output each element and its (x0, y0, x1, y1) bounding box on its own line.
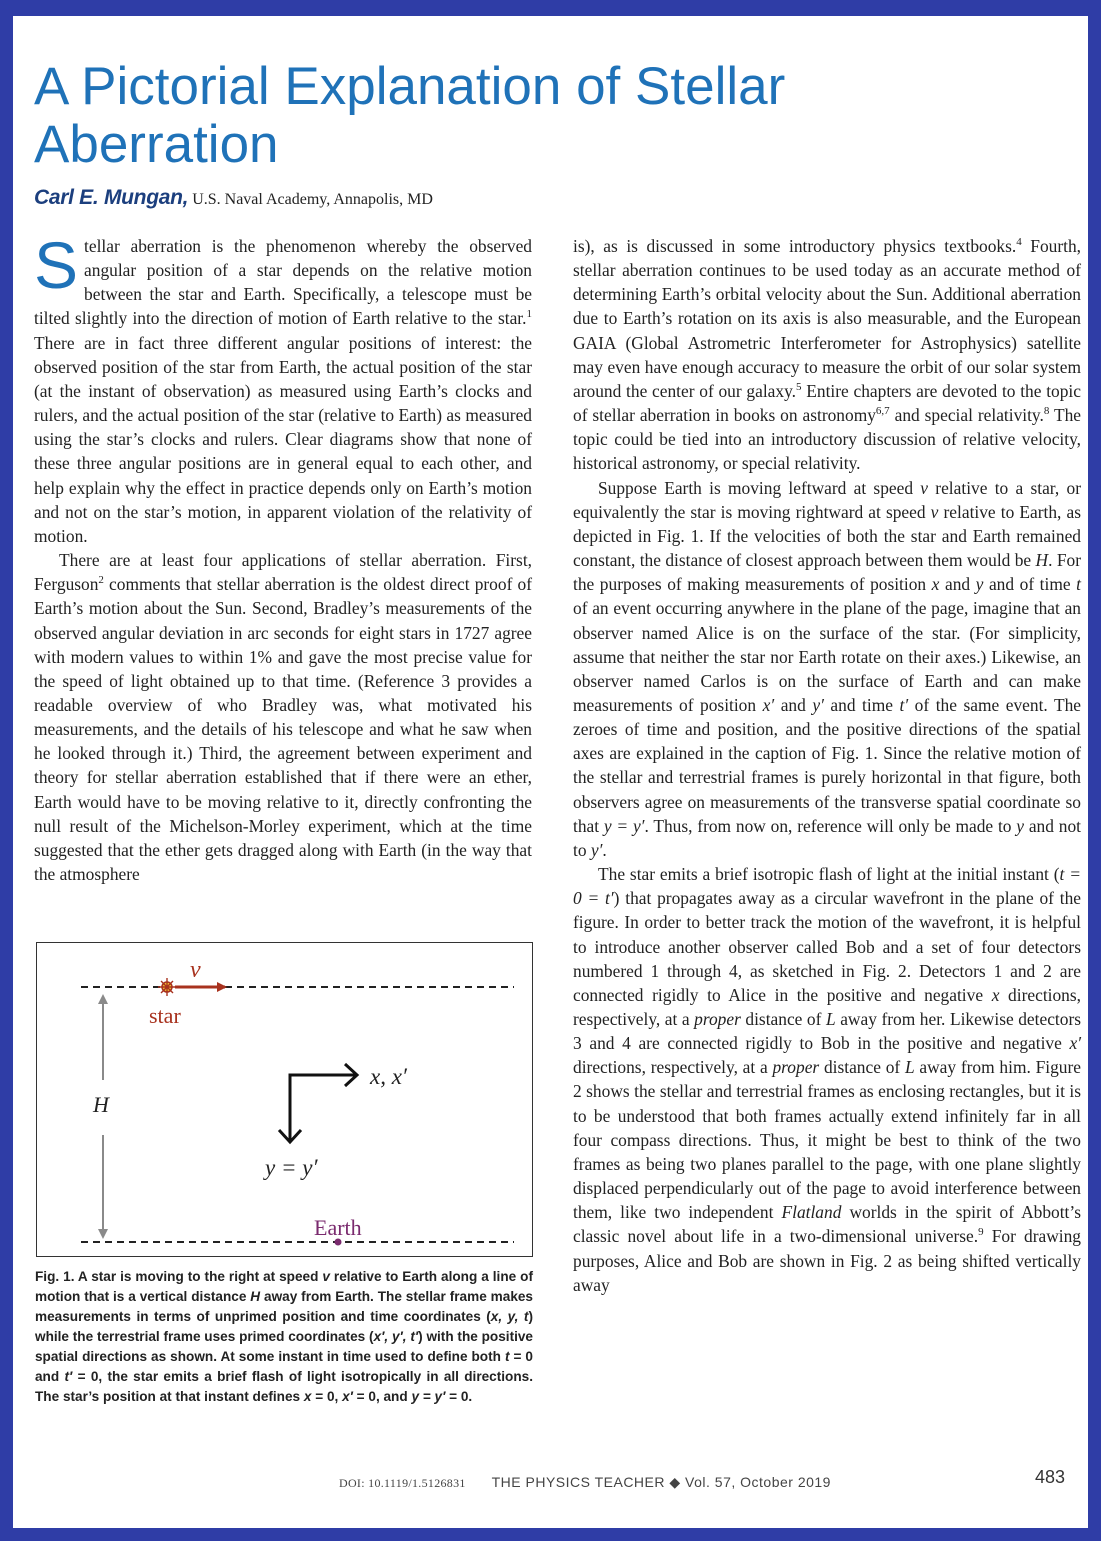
text-run: y (1016, 815, 1025, 836)
text-run: of an event occurring anywhere in the plane of the page, imagine that an observer named Alice is on the surface of the star. (For simplicity, assume that neither the star nor Earth rotate on their axes.) Likewise, an observer named Carlos is on the surface of Earth and can make measurements of position (573, 598, 1081, 715)
paragraph (573, 476, 1081, 863)
text-run: L (825, 1009, 836, 1029)
text-run: proper (772, 1057, 820, 1078)
text-run: away from her. Likewise detectors 3 and 4 are connected rigidly to Bob in the positive and negative (573, 1009, 1082, 1054)
text-run: H (250, 1289, 261, 1304)
drop-cap: S (34, 228, 79, 302)
text-run: x (991, 984, 1000, 1005)
paragraph (34, 228, 532, 548)
x-axis-label: x, x′ (370, 1064, 407, 1089)
reference-marker: 9 (978, 1226, 984, 1239)
figure-1 (36, 942, 533, 1257)
text-run: x (931, 574, 940, 595)
doi: DOI: 10.1119/1.5126831 (339, 1476, 466, 1490)
text-run: distance of (740, 1009, 826, 1029)
text-run: x′ (342, 1389, 353, 1404)
text-run: x′ (1069, 1033, 1081, 1054)
y-axis-label: y = y′ (265, 1155, 318, 1180)
text-run: For drawing purposes, Alice and Bob are shown in Fig. 2 as being shifted vertically away (573, 1226, 1081, 1295)
text-run: y′ (590, 839, 603, 860)
text-run: directions, respectively, at a (573, 1057, 773, 1078)
text-run: y = y′ (411, 1389, 446, 1404)
text-run: H (1035, 550, 1049, 571)
paragraph (573, 234, 1081, 476)
star-icon (158, 978, 176, 996)
paragraph (573, 862, 1081, 1297)
text-run: and (774, 694, 813, 715)
text-run: v (920, 477, 929, 498)
right-column (573, 234, 1081, 1297)
text-run: Entire chapters are devoted to the topic of stellar aberration in books on astronomy (573, 380, 1081, 426)
text-run: relative to Earth, as depicted in Fig. 1. If the velocities of both the star and Earth remained constant, the distance of closest approach between them would be (573, 501, 1081, 571)
text-run: x (303, 1389, 312, 1404)
text-run: The star emits a brief isotropic flash of light at the initial instant ( (598, 864, 1060, 885)
text-run: There are at least four applications of stellar aberration. First, Ferguson (34, 550, 532, 595)
byline (34, 186, 433, 210)
text-run: and of time (983, 574, 1077, 595)
text-run: y′ (812, 694, 824, 715)
text-run: t′ (64, 1369, 73, 1384)
left-column (34, 228, 532, 886)
star-label: star (149, 1003, 181, 1028)
text-run: worlds in the spirit of Abbott’s classic novel about life in a two-dimensional universe. (573, 1202, 1081, 1247)
text-run: relative to Earth along a line of motion that is a vertical distance (35, 1269, 533, 1304)
text-run: away from him. Figure 2 shows the stellar and terrestrial frames as enclosing rectangles, but it is to be understood that both frames actually extend infinitely far in all four compass directions. Thus, it might be best to think of the two frames as being two planes parallel to the page, with one plane slightly displaced perpendicularly out of the page to avoid interference between them, like two independent (573, 1057, 1081, 1223)
text-run: There are in fact three different angular positions of interest: the observed position of the star from Earth, the actual position of the star (at the instant of observation) as measured using Earth’s clocks and rulers, and the actual position of the star (relative to Earth) as measured using the star’s clocks and rulers. Clear diagrams show that none of these three angular positions are in general equal to each other, and help explain why the effect in practice depends only on Earth’s motion and not on the star’s motion, in apparent violation of the relativity of motion. (34, 332, 532, 546)
journal-info: THE PHYSICS TEACHER ◆ Vol. 57, October 2019 (491, 1474, 831, 1490)
figure-1-diagram (37, 943, 533, 1257)
text-run: ) with the positive spatial directions as shown. At some instant in time used to define both (35, 1329, 533, 1364)
text-run: v (930, 501, 939, 522)
text-run: x′ (762, 694, 775, 715)
text-run: t = 0 = t′ (573, 864, 1081, 909)
text-run: t (504, 1349, 510, 1364)
text-run: L (904, 1057, 915, 1078)
text-run: comments that stellar aberration is the oldest direct proof of Earth’s motion about the Sun. Second, Bradley’s measurements of the observed angular deviation in arc seconds for eight stars in 1727 agree with modern values to within 1% and gave the most precise value for the speed of light obtained up to that time. (Reference 3 provides a readable overview of who Bradley was, what motivated his measurements, and the details of his telescope and what he saw when he looked through it.) Third, the agreement between experiment and theory for stellar aberration established that if there were an ether, Earth would have to be moving relative to it, directly confronting the null result of the Michelson-Morley experiment, which at the time suggested that the ether gets dragged along with Earth (in the way that the atmosphere (34, 574, 532, 885)
text-run: and not to (573, 815, 1081, 860)
text-run: directions, respectively, at a (573, 984, 1081, 1029)
paragraph (34, 548, 532, 886)
reference-marker: 4 (1016, 236, 1022, 248)
page-number: 483 (1035, 1467, 1066, 1487)
coordinate-axes (279, 1064, 357, 1142)
text-run: Fig. 1. A star is moving to the right at speed (35, 1269, 323, 1284)
text-run: y (975, 574, 984, 595)
velocity-label: v (190, 957, 201, 983)
text-run: t (1076, 574, 1081, 595)
text-run: Suppose Earth is moving leftward at speed (598, 477, 921, 498)
text-run: = 0, the star emits a brief flash of light isotropically in all directions. The star’s position at that instant defines (35, 1369, 533, 1404)
text-run: v (322, 1269, 330, 1284)
article-title-line-2: Aberration (34, 115, 279, 174)
reference-marker: 5 (796, 380, 802, 393)
text-run: Fourth, stellar aberration continues to be used today as an accurate method of determining Earth’s orbital velocity about the Sun. Additional aberration due to Earth’s rotation on its axis is also measurable, and the European GAIA (Global Astrometric Interferometer for Astrophysics) satellite may even have enough accuracy to measure the orbit of our solar system around the center of our galaxy. (573, 236, 1081, 401)
text-run: ) that propagates away as a circular wavefront in the plane of the figure. In order to better track the motion of the wavefront, it is helpful to introduce another observer called Bob and a set of four detectors numbered 1 through 4, as sketched in Fig. 2. Detectors 1 and 2 are connected rigidly to Alice in the positive and negative (573, 888, 1081, 1005)
distance-label: H (93, 1092, 109, 1117)
text-run: and time (823, 694, 900, 715)
text-run: . For the purposes of making measurements of position (573, 550, 1082, 595)
text-run: y = y′ (603, 815, 645, 836)
text-run: = 0, (311, 1389, 343, 1404)
article-title-line-1: A Pictorial Explanation of Stellar (34, 57, 786, 116)
text-run: . (602, 839, 607, 860)
text-run: x′, y′, t′ (373, 1329, 419, 1344)
text-run: . Thus, from now on, reference will only be made to (644, 815, 1017, 836)
text-run: t′ (899, 694, 909, 715)
text-run: = 0, and (352, 1389, 412, 1404)
text-run: away from Earth. The stellar frame makes measurements in terms of unprimed position and time coordinates ( (35, 1289, 533, 1324)
text-run: proper (694, 1009, 741, 1029)
author-name: Carl E. Mungan, (34, 186, 189, 209)
author-affiliation: U.S. Naval Academy, Annapolis, MD (192, 191, 433, 208)
reference-marker: 8 (1043, 405, 1050, 418)
page-footer (339, 1467, 1066, 1491)
text-run: ) while the terrestrial frame uses primed coordinates ( (35, 1309, 533, 1344)
text-run: = 0 and (35, 1349, 533, 1384)
article-title (34, 58, 1074, 174)
reference-marker: 1 (526, 308, 532, 321)
figure-1-caption (35, 1267, 533, 1407)
text-run: of the same event. The zeroes of time and position, and the positive directions of the spatial axes are explained in the caption of Fig. 1. Since the relative motion of the stellar and terrestrial frames is purely horizontal in that figure, both observers agree on measurements of the transverse spatial coordinate so that (573, 694, 1082, 836)
text-run: = 0. (445, 1389, 473, 1404)
text-run: Flatland (781, 1202, 842, 1223)
text-run: The topic could be tied into an introductory discussion of relative velocity, historical astronomy, or special relativity. (573, 405, 1081, 474)
text-run: and (939, 574, 976, 595)
text-run: is), as is discussed in some introductory physics textbooks. (573, 236, 1017, 256)
earth-label: Earth (314, 1215, 362, 1240)
text-run: distance of (819, 1057, 905, 1078)
reference-marker: 6,7 (875, 405, 890, 418)
text-run: x, y, t (490, 1309, 529, 1324)
text-run: tellar aberration is the phenomenon whereby the observed angular position of a star depends on the relative motion between the star and Earth. Specifically, a telescope must be tilted slightly into the direction of motion of Earth relative to the star. (34, 236, 532, 329)
reference-marker: 2 (98, 574, 104, 587)
text-run: and special relativity. (889, 405, 1044, 426)
text-run: relative to a star, or equivalently the star is moving rightward at speed (573, 477, 1081, 522)
